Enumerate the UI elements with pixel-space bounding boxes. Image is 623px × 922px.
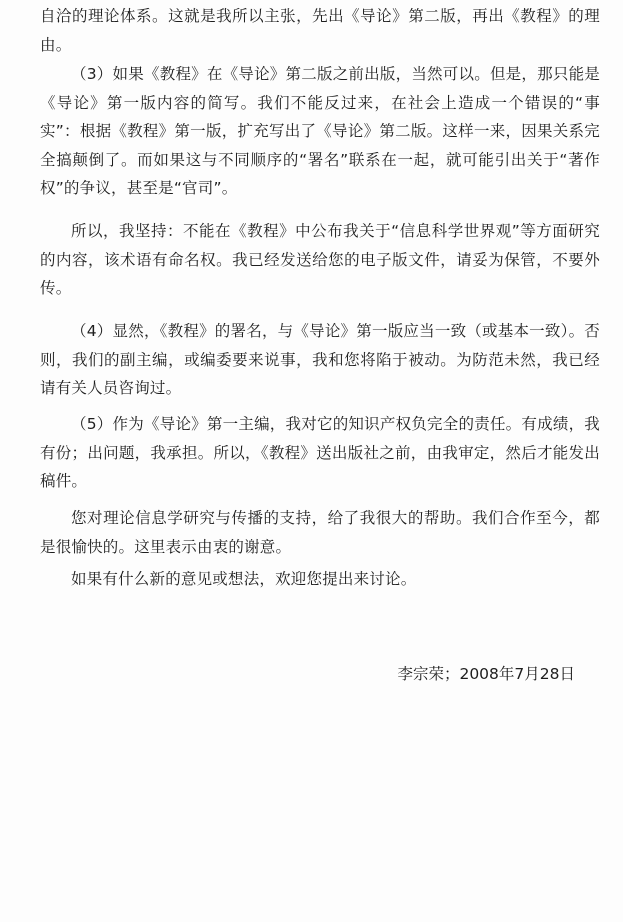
paragraph-point-5: （5）作为《导论》第一主编，我对它的知识产权负完全的责任。有成绩，我有份；出问题，我承担。所以，《教程》送出版社之前，由我审定，然后才能发出稿件。 bbox=[40, 415, 600, 491]
paragraph-point-3: （3）如果《教程》在《导论》第二版之前出版，当然可以。但是，那只能是《导论》第一版内容的简写。我们不能反过来，在社会上造成一个错误的“事实”：根据《教程》第一版，扩充写出了《导论》第二版。这样一来，因果关系完全搞颠倒了。而如果这与不同顺序的“署名”联系在一起，就可能引出关于“著作权”的争议，甚至是“官司”。 bbox=[40, 65, 600, 198]
paragraph-insistence: 所以，我坚持：不能在《教程》中公布我关于“信息科学世界观”等方面研究的内容，该术语有命名权。我已经发送给您的电子版文件，请妥为保管，不要外传。 bbox=[40, 222, 600, 298]
paragraph-continuation: 自洽的理论体系。这就是我所以主张，先出《导论》第二版，再出《教程》的理由。 bbox=[40, 7, 600, 54]
paragraph-point-4: （4）显然，《教程》的署名，与《导论》第一版应当一致（或基本一致）。否则，我们的副主编，或编委要来说事，我和您将陷于被动。为防范未然，我已经请有关人员咨询过。 bbox=[40, 322, 600, 398]
signature-date: 李宗荣；2008年7月28日 bbox=[397, 665, 575, 683]
paragraph-thanks: 您对理论信息学研究与传播的支持，给了我很大的帮助。我们合作至今，都是很愉快的。这里表示由衷的谢意。 bbox=[40, 509, 600, 556]
paragraph-closing: 如果有什么新的意见或想法，欢迎您提出来讨论。 bbox=[71, 570, 417, 588]
